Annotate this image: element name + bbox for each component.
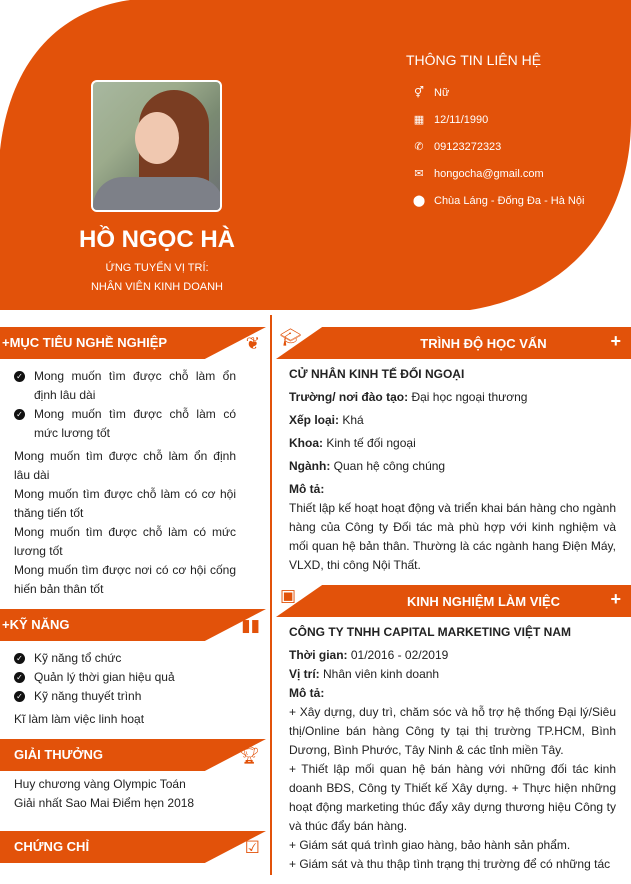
education-rank	[289, 411, 616, 430]
education-faculty-label: Khoa:	[289, 436, 323, 450]
contact-email-value[interactable]: hongocha@gmail.com	[434, 167, 544, 180]
education-body	[276, 359, 631, 585]
education-desc-label: Mô tả:	[289, 482, 325, 496]
checkbox-icon: ☑	[244, 838, 260, 857]
objective-check-text: Mong muốn tìm được chỗ làm ổn định lâu dài	[34, 369, 236, 402]
education-major-label: Ngành:	[289, 459, 331, 473]
check-circle-icon: ✓	[14, 691, 25, 702]
contact-email	[412, 167, 544, 180]
awards-title: GIẢI THƯỞNG	[14, 747, 104, 762]
trophy-icon: 🏆︎	[238, 746, 260, 765]
education-title: TRÌNH ĐỘ HỌC VẤN	[420, 336, 547, 351]
contact-birthday	[412, 113, 488, 126]
check-circle-icon: ✓	[14, 371, 25, 382]
apply-position: NHÂN VIÊN KINH DOANH	[90, 281, 224, 293]
apply-label: ỨNG TUYỂN VỊ TRÍ:	[105, 262, 209, 274]
email-icon: ✉	[414, 168, 424, 180]
skill-extra: Kĩ làm làm việc linh hoạt	[14, 712, 145, 726]
skills-title: +KỸ NĂNG	[2, 617, 70, 632]
contact-address	[412, 194, 584, 207]
experience-desc-item: + Giám sát quá trình giao hàng, bảo hành sản phẩm.	[289, 838, 571, 852]
section-header-awards	[0, 739, 266, 771]
location-icon: ⬤	[412, 195, 426, 207]
skill-text: Kỹ năng tổ chức	[34, 651, 122, 665]
objective-title: +MỤC TIÊU NGHỀ NGHIỆP	[2, 335, 168, 350]
experience-title: KINH NGHIỆM LÀM VIỆC	[406, 594, 561, 609]
gender-icon: ⚥	[414, 87, 424, 99]
section-header-certificates	[0, 831, 266, 863]
contact-birthday-value: 12/11/1990	[434, 113, 489, 126]
contact-address-value: Chùa Láng - Đống Đa - Hà Nội	[434, 194, 585, 207]
profile-photo	[91, 80, 222, 212]
skill-text: Kỹ năng thuyết trình	[34, 689, 142, 703]
experience-role-label: Vị trí:	[289, 667, 320, 681]
education-rank-value: Khá	[342, 413, 364, 427]
experience-role	[289, 665, 616, 684]
leaf-icon: ❦	[245, 334, 260, 353]
award-item: Giải nhất Sao Mai Điểm hẹn 2018	[14, 796, 195, 810]
experience-time	[289, 646, 616, 665]
contact-gender-value: Nữ	[434, 86, 450, 99]
education-rank-label: Xếp loại:	[289, 413, 340, 427]
experience-desc-item: + Xây dựng, duy trì, chăm sóc và hỗ trợ hệ thống Đại lý/Siêu thị/Online bán hàng Công ty tại thị trường TP.HCM, Bình Dương, Bình Phước, Tây Ninh & các tỉnh miền Tây.	[289, 705, 616, 757]
objective-body	[0, 359, 266, 609]
awards-body	[0, 771, 266, 831]
certificates-title: CHỨNG CHỈ	[14, 839, 90, 854]
section-header-skills	[0, 609, 266, 641]
contact-phone-value: 09123272323	[434, 140, 502, 153]
objective-paragraph: Mong muốn tìm được chỗ làm có mức lương tốt	[14, 525, 236, 558]
education-major	[289, 457, 616, 476]
check-circle-icon: ✓	[14, 409, 25, 420]
section-header-experience	[276, 585, 631, 617]
contact-phone	[412, 140, 501, 153]
add-experience-button[interactable]: +	[610, 589, 621, 609]
section-header-objective	[0, 327, 266, 359]
objective-check-item	[14, 405, 236, 443]
education-faculty	[289, 434, 616, 453]
contact-card-icon: ▣	[280, 586, 297, 605]
add-education-button[interactable]: +	[610, 331, 621, 351]
contact-title: THÔNG TIN LIÊN HỆ	[406, 52, 542, 68]
experience-body	[276, 617, 631, 884]
section-header-education	[276, 327, 631, 359]
experience-time-label: Thời gian:	[289, 648, 348, 662]
objective-paragraph: Mong muốn tìm được chỗ làm ổn định lâu dài	[14, 449, 236, 482]
experience-desc-label: Mô tả:	[289, 686, 325, 700]
right-column	[276, 327, 631, 884]
education-major-value: Quan hệ công chúng	[333, 459, 446, 473]
education-desc: Thiết lập kế hoạt hoạt động và triển khai bán hàng cho ngành hàng của Công ty Đối tác mà phù hợp với kinh nghiệm và mối quan hệ bản thân. Thường là các ngành hang Điện Máy, VLXD, thi công Nội Thất.	[289, 501, 616, 572]
check-circle-icon: ✓	[14, 653, 25, 664]
experience-role-value: Nhân viên kinh doanh	[323, 667, 440, 681]
objective-paragraph: Mong muốn tìm được nơi có cơ hội cống hiến bản thân tốt	[14, 563, 236, 596]
objective-paragraph: Mong muốn tìm được chỗ làm có cơ hội thăng tiến tốt	[14, 487, 236, 520]
education-faculty-value: Kinh tế đối ngoại	[326, 436, 416, 450]
graduate-icon: 🎓︎	[280, 328, 302, 347]
candidate-name: HỒ NGỌC HÀ	[79, 226, 235, 253]
objective-check-item	[14, 367, 236, 405]
skill-item	[14, 687, 236, 706]
experience-desc-item: + Giám sát và thu thập tình trạng thị trường để có những tác	[289, 857, 611, 871]
skills-body	[0, 641, 266, 739]
briefcase-icon: ▮▮	[241, 616, 260, 635]
award-item: Huy chương vàng Olympic Toán	[14, 777, 186, 791]
education-school-value: Đại học ngoại thương	[411, 390, 528, 404]
education-school-label: Trường/ nơi đào tạo:	[289, 390, 409, 404]
experience-desc-item: + Thiết lập mối quan hệ bán hàng với những đối tác kinh doanh BĐS, Công ty Thiết kế Xây dựng. + Thực hiện những hoạt động marketing thúc đẩy xây dựng thương hiệu Công ty và thúc đẩy bán hàng.	[289, 762, 616, 833]
objective-check-text: Mong muốn tìm được chỗ làm có mức lương tốt	[34, 407, 236, 440]
left-column	[0, 327, 266, 863]
skill-text: Quản lý thời gian hiệu quả	[34, 670, 175, 684]
calendar-icon: ▦	[413, 114, 425, 126]
contact-gender	[412, 86, 449, 99]
skill-item	[14, 668, 236, 687]
skill-item	[14, 649, 236, 668]
check-circle-icon: ✓	[14, 672, 25, 683]
education-degree: CỬ NHÂN KINH TẾ ĐỐI NGOẠI	[289, 367, 465, 381]
education-school	[289, 388, 616, 407]
phone-icon: ✆	[414, 141, 424, 153]
experience-time-value: 01/2016 - 02/2019	[350, 648, 449, 662]
experience-company: CÔNG TY TNHH CAPITAL MARKETING VIỆT NAM	[289, 625, 571, 639]
column-divider	[270, 315, 272, 875]
